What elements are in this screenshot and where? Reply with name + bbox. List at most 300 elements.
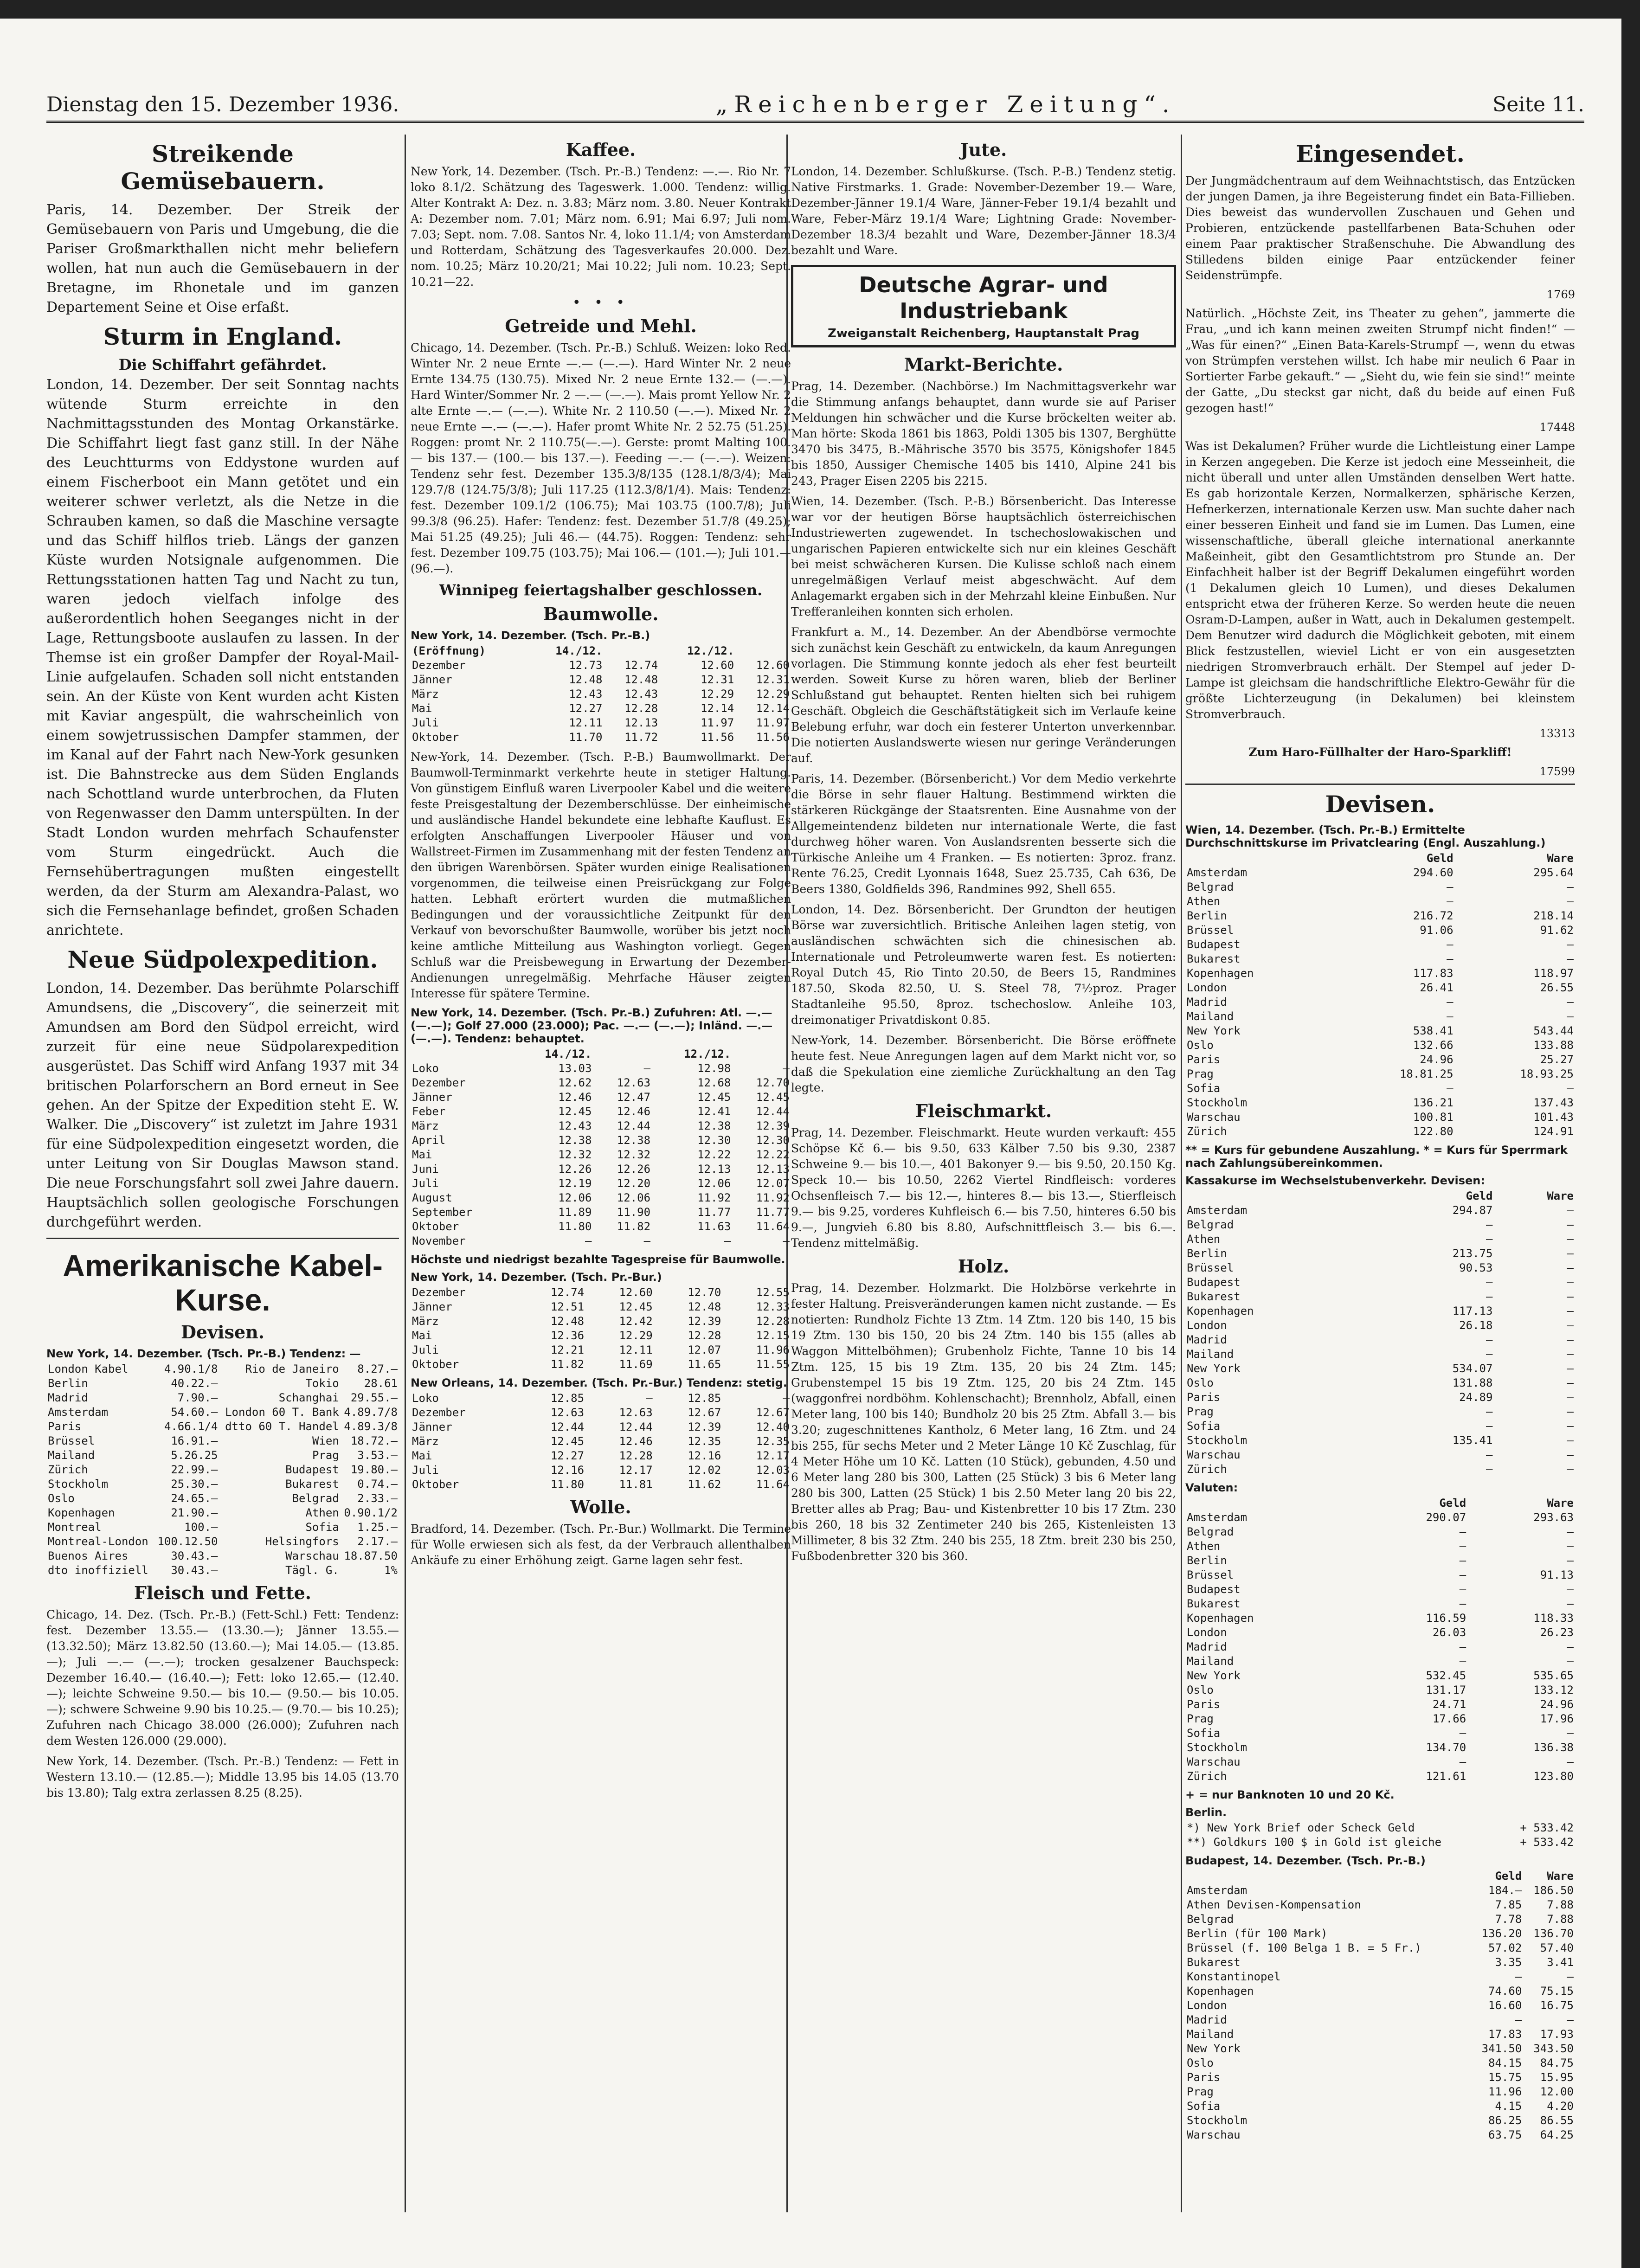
table-cell: 7.85 (1495, 1898, 1522, 1911)
table-cell: — (1486, 1290, 1493, 1303)
table-row (411, 1061, 791, 1076)
table-cell: Belgrad (1187, 1913, 1234, 1926)
table-cell: 26.23 (1540, 1626, 1574, 1639)
table-cell: *) New York Brief oder Scheck Geld (1187, 1821, 1415, 1834)
table-cell: — (783, 1234, 790, 1247)
table-cell: Paris (1187, 2071, 1221, 2084)
table-cell: — (1459, 1597, 1466, 1610)
table-cell: 18.93.25 (1520, 1067, 1574, 1080)
article-text: Prag, 14. Dezember. Fleischmarkt. Heute wurden verkauft: 455 Schöpse Kč 6.— bis 9.50, 633 Kälber 7.50 bis 9.30, 2387 Schweine 9.— bis 10.—, 401 Bakonyer 9.— bis 9.50, 20.150 Kg. Speck 10.— bis 10.50, 2262 Viertel Rindfleisch: vorderes Ochsenfleisch 7.— bis 12.—, hinteres 8.— bis 13.—, Stierfleisch 9.— bis 9.25, vorderes Kuhfleisch 6.— bis 7.50, hinteres 6.50 bis 9.—, Jungvieh 6.80 bis 8.80, Aufschnittfleisch 3.— bis 6.—. Tendenz mittelmäßig. (791, 1126, 1176, 1250)
table-cell: 11.72 (624, 731, 658, 744)
table-cell: Warschau (1187, 2128, 1241, 2141)
table-cell: Oktober (412, 1358, 459, 1371)
table-cell: 12.47 (617, 1091, 651, 1104)
table-row (1185, 952, 1575, 966)
table-row (1185, 1304, 1575, 1318)
table-cell: — (1567, 1463, 1574, 1476)
table-cell: 4.89.7/8 (344, 1406, 398, 1419)
table-cell: 24.89 (1459, 1391, 1493, 1404)
table-cell: — (1447, 1082, 1453, 1095)
table-row (1185, 2070, 1575, 2085)
table-cell: 7.78 (1495, 1913, 1522, 1926)
table-cell: Buenos Aires (48, 1549, 129, 1562)
section-title: Eingesendet. (1296, 140, 1465, 167)
column-1 (46, 135, 399, 2212)
table-row (411, 1220, 791, 1234)
table-cell: — (1567, 880, 1574, 893)
table-cell: März (412, 1435, 439, 1448)
table-cell: Prag (312, 1449, 339, 1462)
table-row (411, 1285, 791, 1300)
table-cell: 63.75 (1488, 2128, 1522, 2141)
table-cell: Ware (1547, 1870, 1574, 1883)
table-cell: 12.11 (619, 1343, 653, 1356)
table-cell: 12.98 (697, 1062, 731, 1075)
table-cell: 534.07 (1452, 1362, 1493, 1375)
table-cell (593, 1047, 652, 1061)
table-row (1185, 1941, 1575, 1955)
table-cell: 12.41 (697, 1105, 731, 1118)
table-cell: **) Goldkurs 100 $ in Gold ist gleiche (1187, 1836, 1442, 1849)
table-caption: Berlin. (1185, 1806, 1227, 1819)
table-row (411, 1329, 791, 1343)
table-cell: — (1567, 1082, 1574, 1095)
table-cell: 184.— (1488, 1884, 1522, 1897)
table-caption: Höchste und niedrigst bezahlte Tagespreise für Baumwolle. (411, 1253, 785, 1266)
table-cell: Juli (412, 716, 439, 729)
table-cell: 64.25 (1540, 2128, 1574, 2141)
table-cell: 12.60 (619, 1286, 653, 1299)
table-row (1185, 894, 1575, 909)
table-row (1185, 1419, 1575, 1433)
table-cell: — (1567, 1640, 1574, 1653)
table-caption: New York, 14. Dezember. (Tsch. Pr.-B.) Zufuhren: Atl. —.— (—.—); Golf 27.000 (23.000); Pac. —.— (—.—); Inländ. —.— (—.—). Tendenz: behauptet. (411, 1006, 773, 1045)
article-text: New-York, 14. Dezember. (Tsch. P.-B.) Baumwollmarkt. Der Baumwoll-Terminmarkt verkehrte heute in stetiger Haltung. Von günstigem Einfluß waren Liverpooler Kabel und die weitere feste Preisgestaltung der Dezemberschlüsse. Der einheimische und ausländische Handel bekundete eine lebhafte Kauflust. Es erfolgten Anschaffungen Liverpooler Häuser und von Wallstreet-Firmen im Zusammenhang mit der festen Tendenz an den übrigen Warenbörsen. Später wurden einige Realisationen vorgenommen, die teilweise einen Preisrückgang zur Folge hatten. Lebhaft erörtert wurden die mutmaßlichen Bedingungen und der voraussichtliche Zeitpunkt für den Verkauf von bevorschußter Baumwolle, worüber bis jetzt noch keine amtliche Mitteilung aus Washington vorliegt. Gegen Schluß war die Preisbewegung in Erwartung der Dezember-Andienungen unregelmäßig. Mehrfache Häuser zeigten Interesse für spätere Termine. (411, 750, 791, 1000)
header-title: „Reichenberger Zeitung“. (715, 91, 1176, 118)
table-cell: 11.64 (756, 1220, 790, 1233)
table-cell: November (412, 1234, 466, 1247)
article-text: London, 14. Dezember. Das berühmte Polarschiff Amundsens, die „Discovery“, die seinerzeit mit Amundsen am Bord den Südpol erreicht, wird zurzeit für eine neue Südpolarexpedition ausgerüstet. Das Schiff wird Anfang 1937 mit 34 britischen Polarforschern an Bord erneut in See gehen. An der Spitze der Expedition steht E. W. Walker. Die „Discovery“ ist zuletzt im Jahre 1931 für eine Südpolexpedition eingesetzt worden, die unter Leitung von Sir Douglas Mawson stand. Die neue Forschungsfahrt soll zwei Jahre dauern. Hauptsächlich sollen geologische Forschungen durchgeführt werden. (46, 980, 399, 1230)
table-cell: 4.20 (1547, 2100, 1574, 2113)
table-row (46, 1391, 399, 1405)
table-cell: Berlin (für 100 Mark) (1187, 1927, 1328, 1940)
table-cell: Amsterdam (1187, 1884, 1248, 1897)
table-row (1185, 1912, 1575, 1927)
table-cell: 12.17 (619, 1464, 653, 1477)
table-header-row (1185, 1869, 1575, 1883)
table-cell: 118.33 (1533, 1612, 1574, 1625)
table-cell: 12.73 (569, 659, 603, 672)
table-cell: Brüssel (1187, 1261, 1234, 1274)
table-cell: 116.59 (1426, 1612, 1466, 1625)
table-cell: — (1567, 1391, 1574, 1404)
table-cell: — (1567, 1554, 1574, 1567)
table-cell: 12.02 (688, 1464, 721, 1477)
table-cell: 12.29 (700, 687, 734, 700)
table-cell: 12.63 (619, 1406, 653, 1419)
table-cell: 12.28 (688, 1329, 721, 1342)
table-cell: — (1567, 1233, 1574, 1246)
table-cell: Sofia (1187, 1727, 1221, 1740)
table-cell: Brüssel (1187, 924, 1234, 937)
table-cell: — (1567, 1319, 1574, 1332)
table-cell: Berlin (1187, 1554, 1227, 1567)
table-cell: 57.02 (1488, 1941, 1522, 1954)
table-row (1185, 1955, 1575, 1970)
table-cell: 91.62 (1540, 924, 1574, 937)
table-row (411, 1105, 791, 1119)
table-cell: Tokio (305, 1377, 339, 1390)
table-cell: — (585, 1234, 592, 1247)
table-cell: 12.28 (619, 1449, 653, 1462)
table-cell: 11.80 (558, 1220, 592, 1233)
table-cell (411, 1047, 513, 1061)
table-row (411, 1234, 791, 1248)
table-row (411, 1176, 791, 1191)
table-row (411, 701, 791, 716)
table-row (1185, 1683, 1575, 1697)
table-cell: 11.64 (756, 1478, 790, 1491)
table-row (1185, 1554, 1575, 1568)
table-cell: 57.40 (1540, 1941, 1574, 1954)
table-cell: Geld (1466, 1189, 1493, 1202)
table-cell: Brüssel (1187, 1568, 1234, 1581)
table-cell: 136.70 (1533, 1927, 1574, 1940)
table-cell: Brüssel (f. 100 Belga 1 B. = 5 Fr.) (1187, 1941, 1421, 1954)
table-cell: Prag (1187, 1067, 1214, 1080)
table-cell: 12.32 (617, 1148, 651, 1161)
table-row (411, 1119, 791, 1133)
table-cell: 15.95 (1540, 2071, 1574, 2084)
table-row (1185, 1053, 1575, 1067)
table-cell: — (1515, 1970, 1522, 1983)
table-cell: 100.81 (1413, 1111, 1453, 1124)
kassa-table (1185, 1189, 1575, 1477)
table-cell: Wien (312, 1434, 339, 1447)
table-cell: 11.77 (697, 1206, 731, 1219)
table-cell: 12.46 (619, 1435, 653, 1448)
table-row (1185, 1568, 1575, 1582)
table-caption: New Orleans, 14. Dezember. (Tsch. Pr.-Bur.) Tendenz: stetig. (411, 1376, 787, 1389)
table-cell: 12.26 (558, 1163, 592, 1176)
table-cell: 12.00 (1540, 2085, 1574, 2098)
table-cell: 12.63 (550, 1406, 585, 1419)
table-cell: Warschau (285, 1549, 339, 1562)
table-cell: — (783, 1392, 790, 1405)
table-caption: New York, 14. Dezember. (Tsch. Pr.-Bur.) (411, 1271, 662, 1284)
table-cell: Budapest (1187, 1583, 1241, 1596)
table-cell: — (724, 1234, 731, 1247)
table-cell: — (1567, 938, 1574, 951)
table-cell: 11.82 (617, 1220, 651, 1233)
table-cell: 54.60.— (171, 1406, 218, 1419)
table-row (1185, 1290, 1575, 1304)
table-cell: 4.90.1/8 (164, 1362, 218, 1375)
table-note: + = nur Banknoten 10 und 20 Kč. (1185, 1788, 1395, 1801)
table-cell: 101.43 (1533, 1111, 1574, 1124)
table-cell: — (1486, 1218, 1493, 1231)
table-cell: Loko (412, 1062, 439, 1075)
table-cell: 12.43 (624, 687, 658, 700)
table-cell: 1% (384, 1564, 398, 1577)
table-cell: — (1459, 1525, 1466, 1538)
table-row (1185, 1124, 1575, 1139)
table-cell: Belgrad (1187, 1218, 1234, 1231)
table-cell: — (1567, 996, 1574, 1009)
table-row (1185, 1376, 1575, 1390)
table-cell: 12.45 (756, 1091, 790, 1104)
table-cell: — (1567, 1597, 1574, 1610)
table-row (1185, 1203, 1575, 1218)
table-cell: — (1486, 1233, 1493, 1246)
table-cell: Oslo (1187, 1683, 1214, 1696)
table-cell: 118.97 (1533, 967, 1574, 980)
section-title: Amerikanische Kabel-Kurse. (63, 1248, 383, 1317)
table-cell: 12.74 (624, 659, 658, 672)
table-cell: Kopenhagen (1187, 1985, 1254, 1998)
section-title: Holz. (958, 1256, 1010, 1277)
table-cell: 7.88 (1547, 1898, 1574, 1911)
table-cell: 11.92 (697, 1191, 731, 1204)
table-cell (1185, 851, 1334, 866)
table-cell: 12.36 (550, 1329, 585, 1342)
table-row (1185, 1275, 1575, 1290)
table-cell: — (1447, 952, 1453, 965)
article-text: London, 14. Dezember. Der seit Sonntag nachts wütende Sturm erreichte in den Nachmittagsstunden des Montag Orkanstärke. Die Schiffahrt liegt fast ganz still. In der Nähe des Leuchtturms von Eddystone wurden auf einem Fischerboot ein Mann getötet und ein weiterer schwer verletzt, als die Netze in die Schrauben kamen, so daß die Maschine versagte und das Schiff hilflos trieb. Längs der ganzen Küste wurden Notsignale aufgenommen. Die Rettungsstationen hatten Tag und Nacht zu tun, waren jedoch vielfach infolge des außerordentlich hohen Seeganges nicht in der Lage, Rettungsboote auslaufen zu lassen. In der Themse ist ein großer Dampfer der Royal-Mail-Linie aufgelaufen. Schaden soll nicht entstanden sein. An der Küste von Kent wurden acht Kisten mit Kaviar angespült, die wahrscheinlich von einem sowjetrussischen Dampfer stammen, der im Kanal auf der Fahrt nach New-York gesunken ist. Die Bahnstrecke aus dem Süden Englands nach Schottland wurde unterbrochen, da Fluten von Regenwasser den Damm unterspülten. In der Stadt London wurden mehrfach Schaufenster vom Sturm eingedrückt. Auch die Fernsehübertragungen mußten eingestellt werden, da der Sturm am Alexandra-Palast, wo sich die Fernsehanlage befindet, großen Schaden anrichtete. (46, 377, 399, 938)
article-text: New York, 14. Dezember. (Tsch. Pr.-B.) Tendenz: — Fett in Western 13.10.— (12.85.—); Middle 13.95 bis 14.05 (13.70 bis 13.80); Talg extra zerlassen 8.25 (8.25). (46, 1754, 399, 1799)
table-row (411, 687, 791, 701)
article-text: Bradford, 14. Dezember. (Tsch. Pr.-Bur.) Wollmarkt. Die Termine für Wolle erwiesen sich als fest, da der Verbrauch allenthalben Ankäufe zu einer Erhöhung zeigt. Garne lagen sehr fest. (411, 1522, 791, 1567)
article-text: Zum Haro-Füllhalter der Haro-Sparkliff! (1248, 745, 1512, 759)
section-title: Getreide und Mehl. (505, 315, 697, 336)
table-cell: Stockholm (1187, 1741, 1248, 1754)
table-row (411, 1205, 791, 1220)
article-subtitle: Die Schiffahrt gefährdet. (118, 356, 327, 373)
table-cell: — (1567, 1727, 1574, 1740)
table-row (1185, 1769, 1575, 1784)
table-cell: 12.20 (617, 1177, 651, 1190)
table-cell: 12.74 (550, 1286, 585, 1299)
table-row (46, 1448, 399, 1463)
table-cell: (Eröffnung) (412, 644, 486, 657)
table-cell: Prag (1187, 2085, 1214, 2098)
table-cell: — (1459, 1540, 1466, 1553)
table-cell: Paris (1187, 1391, 1221, 1404)
table-cell: — (1447, 938, 1453, 951)
table-cell: 11.81 (619, 1478, 653, 1491)
table-cell: — (1459, 1583, 1466, 1596)
table-row (411, 658, 791, 673)
ad-headline: Deutsche Agrar- und Industriebank (859, 272, 1108, 323)
table-cell: + 533.42 (1520, 1836, 1574, 1849)
table-cell: 294.87 (1452, 1204, 1493, 1217)
table-cell: Bukarest (285, 1478, 339, 1491)
table-cell: 11.82 (550, 1358, 585, 1371)
table-row (1185, 1640, 1575, 1654)
table-cell: 7.88 (1547, 1913, 1574, 1926)
table-cell: Ware (1547, 852, 1574, 865)
table-cell: 12.28 (756, 1315, 790, 1328)
table-row (411, 1191, 791, 1205)
baumwolle-table (411, 644, 791, 745)
table-cell: 12.51 (550, 1300, 585, 1313)
table-cell: — (1486, 1333, 1493, 1346)
table-row (1185, 2013, 1575, 2027)
table-row (46, 1506, 399, 1520)
table-row (1185, 1611, 1575, 1626)
table-cell: Athen (1187, 1540, 1221, 1553)
table-cell: 12.16 (688, 1449, 721, 1462)
table-row (1185, 1927, 1575, 1941)
table-cell: 86.55 (1540, 2114, 1574, 2127)
table-row (1185, 1726, 1575, 1741)
table-cell (604, 644, 659, 658)
table-row (1185, 1712, 1575, 1726)
table-cell: New York (1187, 2042, 1241, 2055)
table-cell: 12.15 (756, 1329, 790, 1342)
table-row (1185, 1597, 1575, 1611)
table-cell: 12.39 (688, 1315, 721, 1328)
table-header-row (411, 1047, 791, 1061)
ad-number: 13313 (1539, 727, 1575, 740)
table-row (1185, 1898, 1575, 1912)
table-cell: 11.92 (756, 1191, 790, 1204)
table-cell: 216.72 (1413, 909, 1453, 922)
table-row (1185, 1038, 1575, 1053)
table-row (1185, 923, 1575, 938)
table-caption: New York, 14. Dezember. (Tsch. Pr.-B.) (411, 629, 650, 642)
table-cell: 12.40 (756, 1420, 790, 1433)
table-cell: Mai (412, 1148, 432, 1161)
section-title: Fleisch und Fette. (134, 1582, 312, 1603)
table-cell: Sofia (305, 1521, 339, 1534)
table-cell: — (1567, 1420, 1574, 1433)
table-cell: — (1567, 1405, 1574, 1418)
table-cell: 26.41 (1420, 981, 1453, 994)
table-cell: April (412, 1134, 446, 1147)
table-row (1185, 1347, 1575, 1362)
table-cell: — (1567, 1525, 1574, 1538)
table-cell: New York (1187, 1362, 1241, 1375)
table-cell: — (1567, 1362, 1574, 1375)
table-caption: Valuten: (1185, 1481, 1238, 1494)
table-cell: März (412, 1119, 439, 1132)
table-cell: 12.60 (700, 659, 734, 672)
table-cell: 28.61 (364, 1377, 398, 1390)
column-rule (1181, 135, 1182, 2212)
table-cell: New York (1187, 1024, 1241, 1037)
table-cell: 12.38 (558, 1134, 592, 1147)
table-cell: 86.25 (1488, 2114, 1522, 2127)
table-row (1185, 1081, 1575, 1096)
table-cell: — (1459, 1755, 1466, 1768)
article-text: Prag, 14. Dezember. Holzmarkt. Die Holzbörse verkehrte in fester Haltung. Preisveränderungen kamen nicht zustande. — Es notierten: Rundholz Fichte 13 Ztm. 14 Ztm. 120 bis 140, 15 bis 19 Ztm. 130 bis 150, 20 bis 24 Ztm. 140 bis 155 (alles ab Waggon Mittelböhmen); Grubenholz Fichte, Tanne 10 bis 14 Ztm. 125, 15 bis 19 Ztm. 135, 20 bis 24 Ztm. 145; Grubenstempel 15 bis 19 Ztm. 125, 20 bis 24 Ztm. 145 (waggonfrei nordböhm. Kohlenschacht); Brennholz, Abfall, einen Meter lang, 100 bis 140; Bundholz 20 bis 25 Ztm. Abfall 3.— bis 3.20; zugeschnittenes Kantholz, 6 Meter lang, 16 Ztm. und 24 bis 255, für sechs Meter und 2 Meter Länge 10 Kč Zuschlag, für 4 Meter Höhe um 10 Kč. Latten (10 Stück), gebunden, 4.50 und 6 Meter lang 280 bis 300, Latten (25 Stück) 3 bis 6 Meter lang 280 bis 300, Latten (25 Stück) 1 bis 2.50 Meter lang 20 bis 22, Bretter alles ab Prag; Bau- und Kistenbretter 10 bis 17 Ztm. 230 bis 260, 18 bis 32 Zentimeter 240 bis 265, Kistenleisten 13 Millimeter, 8 bis 32 Ztm. 240 bis 255, 18 Ztm. breit 230 bis 250, Fußbodenbretter 320 bis 360. (791, 1281, 1176, 1563)
ad-number: 17599 (1539, 765, 1575, 778)
table-row (1185, 1835, 1575, 1850)
table-row (46, 1376, 399, 1391)
wien-devisen-table (1185, 851, 1575, 1139)
table-cell: Zürich (48, 1463, 88, 1476)
table-cell: dtto 60 T. Handel (225, 1420, 339, 1433)
table-cell: 18.87.50 (344, 1549, 398, 1562)
table-cell: — (1486, 1420, 1493, 1433)
table-row (1185, 1246, 1575, 1261)
table-cell: — (643, 1234, 651, 1247)
table-cell: 134.70 (1426, 1741, 1466, 1754)
notice: Winnipeg feiertagshalber geschlossen. (439, 581, 763, 599)
table-cell: 17.96 (1540, 1712, 1574, 1725)
section-title: Jute. (960, 139, 1007, 160)
section-title: Baumwolle. (543, 604, 659, 624)
section-title: Kaffee. (566, 139, 636, 160)
table-cell: 12.45 (619, 1300, 653, 1313)
table-row (1185, 1448, 1575, 1462)
table-cell: Stockholm (1187, 1096, 1248, 1109)
table-cell: 12.62 (558, 1076, 592, 1089)
table-cell: — (1567, 1304, 1574, 1317)
table-row (411, 1133, 791, 1148)
table-cell: Mailand (1187, 1348, 1234, 1361)
table-row (1185, 981, 1575, 995)
article-text: London, 14. Dez. Börsenbericht. Der Grundton der heutigen Börse war zuversichtlich. Britische Anleihen lagen stetig, von ausländischen schwächten sich die chinesischen ab. Internationale und Petroleumwerte waren fest. Es notierten: Royal Dutch 45, Rio Tinto 20.50, de Beers 15, Randmines 187.50, Skoda 82.50, U. S. Steel 78, 7½proz. Prager Stadtanleihe 95.50, 8proz. tschechoslow. Anleihe 103, dreimonatiger Privatdiskont 0.85. (791, 903, 1176, 1027)
table-cell: dto inoffiziell (48, 1564, 148, 1577)
table-row (411, 1300, 791, 1314)
table-row (1185, 1970, 1575, 1984)
table-cell: — (1567, 1333, 1574, 1346)
table-cell: Amsterdam (1187, 1511, 1248, 1524)
table-cell: 12.63 (617, 1076, 651, 1089)
table-cell: 12.38 (697, 1119, 731, 1132)
table-cell: — (1567, 1348, 1574, 1361)
table-cell: — (1567, 1583, 1574, 1596)
table-cell: 213.75 (1452, 1247, 1493, 1260)
article-title: Neue Südpolexpedition. (67, 946, 378, 973)
table-cell: — (1567, 1261, 1574, 1274)
table-cell: 12.07 (756, 1177, 790, 1190)
budapest-table (1185, 1869, 1575, 2142)
table-row (1185, 1405, 1575, 1419)
table-cell: Helsingfors (265, 1535, 339, 1548)
table-cell: 74.60 (1488, 1985, 1522, 1998)
table-cell: 25.27 (1540, 1053, 1574, 1066)
header-date: Dienstag den 15. Dezember 1936. (46, 92, 399, 116)
table-cell: 11.62 (688, 1478, 721, 1491)
table-cell: 16.60 (1488, 1999, 1522, 2012)
table-cell: Berlin (48, 1377, 88, 1390)
table-cell: 11.63 (697, 1220, 731, 1233)
table-cell: 12.30 (756, 1134, 790, 1147)
table-cell: Ware (1547, 1189, 1574, 1202)
table-row (46, 1434, 399, 1448)
table-cell: Oslo (1187, 2056, 1214, 2069)
article-text: Frankfurt a. M., 14. Dezember. An der Abendbörse vermochte sich zunächst kein Geschäft zu entwickeln, da kaum Anregungen vorlagen. Die Stimmung konnte jedoch als eher fest beurteilt werden. Soweit Kurse zu hören waren, blieb der Berliner Schlußstand gut behauptet. Renten hielten sich bei ruhigem Geschäft. Obgleich die Geschäftstätigkeit sich im Verlaufe keine Belebung erfuhr, war doch ein festerer Unterton unverkennbar. Die notierten Auslandswerte wiesen nur geringe Veränderungen auf. (791, 625, 1176, 765)
table-row (1185, 966, 1575, 981)
article-text: Chicago, 14. Dez. (Tsch. Pr.-B.) (Fett-Schl.) Fett: Tendenz: fest. Dezember 13.55.— (13.30.—); Jänner 13.55.— (13.32.50); März 13.82.50 (13.60.—); Mai 14.05.— (13.85.—); Juli —.— (—.—); trocken gesalzener Bauchspeck: Dezember 16.40.— (16.40.—); Fett: loko 12.65.— (12.40.—); leichte Schweine 9.50.— bis 10.— (9.50.— bis 10.05.—); schwere Schweine 9.90 bis 10.25.— (9.70.— bis 10.25); Zufuhren nach Chicago 38.000 (26.000); Zufuhren nach dem Westen 126.000 (29.000). (46, 1608, 399, 1748)
table-cell: 25.30.— (171, 1478, 218, 1491)
table-row (1185, 1510, 1575, 1525)
ad-number: 17448 (1539, 421, 1575, 434)
table-row (1185, 1626, 1575, 1640)
table-cell: Sofia (1187, 2100, 1221, 2113)
bank-advertisement (791, 265, 1176, 347)
divider (46, 1238, 399, 1239)
table-cell: — (1459, 1727, 1466, 1740)
table-cell: — (1567, 952, 1574, 965)
article-text: Chicago, 14. Dezember. (Tsch. Pr.-B.) Schluß. Weizen: loko Red. Winter Nr. 2 neue Ernte —.— (—.—). Hard Winter Nr. 2 neue Ernte 134.75 (130.75). Mixed Nr. 2 neue Ernte 132.— (—.—). Hard Winter/Sommer Nr. 2 —.— (—.—). Mais promt Yellow Nr. 2 alte Ernte —.— (—.—). White Nr. 2 110.50 (—.—). Mixed Nr. 2 neue Ernte —.— (—.—). Hafer promt White Nr. 2 52.75 (51.25). Roggen: promt Nr. 2 110.75(—.—). Gerste: promt Malting 100.— bis 137.— (100.— bis 137.—). Feeding —.— (—.—). Weizen: Tendenz sehr fest. Dezember 135.3/8/135 (128.1/8/3/4); Mai 129.7/8 (124.75/3/8); Juli 117.25 (112.3/8/1/4). Mais: Tendenz: fest. Dezember 109.1/2 (106.75); Mai 103.75 (100.7/8); Juli 99.3/8 (96.25). Hafer: Tendenz: fest. Dezember 51.7/8 (49.25); Mai 51.25 (49.25); Juli 46.— (44.75). Roggen: Tendenz: sehr fest. Dezember 109.75 (103.75); Mai 106.— (101.—); Juli 101.— (96.—). (411, 341, 791, 575)
table-header-row (411, 644, 791, 658)
table-cell: Kopenhagen (48, 1506, 115, 1519)
table-cell: 2.17.— (357, 1535, 398, 1548)
